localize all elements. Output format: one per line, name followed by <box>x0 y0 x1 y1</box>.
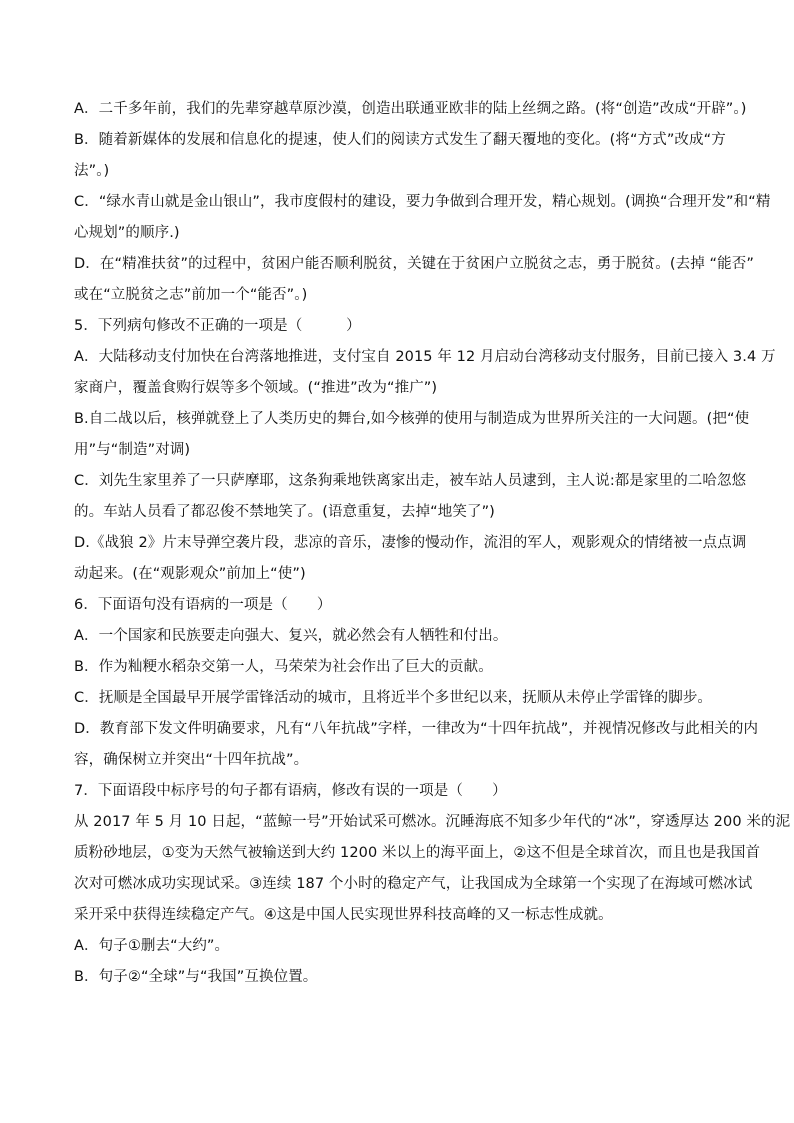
q5-option-c-line-1: C．刘先生家里养了一只萨摩耶，这条狗乘地铁离家出走，被车站人员逮到，主人说:都是家里的二哈忽悠 <box>74 473 747 489</box>
q7-option-a: A．句子①删去“大约”。 <box>74 938 230 954</box>
q6-option-d-line-2: 容，确保树立并突出“十四年抗战”。 <box>74 752 309 768</box>
q5-option-d-line-1: D.《战狼 2》片末导弹空袭片段，悲凉的音乐，凄惨的慢动作，流泪的军人，观影观众的情绪被一点点调 <box>74 535 747 551</box>
q6-option-a: A．一个国家和民族要走向强大、复兴，就必然会有人牺牲和付出。 <box>74 628 508 644</box>
document-page <box>74 97 791 996</box>
q6-option-c: C．抚顺是全国最早开展学雷锋活动的城市，且将近半个多世纪以来，抚顺从未停止学雷锋的脚步。 <box>74 690 713 706</box>
q7-option-b: B．句子②“全球”与“我国”互换位置。 <box>74 969 318 985</box>
q5-option-a-line-1: A．大陆移动支付加快在台湾落地推进，支付宝自 2015 年 12 月启动台湾移动支付服务，目前已接入 3.4 万 <box>74 349 776 365</box>
question-5-stem: 5．下列病句修改不正确的一项是（ ） <box>74 318 361 334</box>
option-c-line-1: C．“绿水青山就是金山银山”，我市度假村的建设，要力争做到合理开发，精心规划。(调换“合理开发”和“精 <box>74 194 771 210</box>
option-b-line-1: B．随着新媒体的发展和信息化的提速，使人们的阅读方式发生了翻天覆地的变化。(将“方式”改成“方 <box>74 132 726 148</box>
q5-option-b-line-1: B.自二战以后，核弹就登上了人类历史的舞台,如今核弹的使用与制造成为世界所关注的一大问题。(把“使 <box>74 411 750 427</box>
q7-passage-line-2: 质粉砂地层，①变为天然气被输送到大约 1200 米以上的海平面上，②这不但是全球首次，而且也是我国首 <box>74 845 761 861</box>
option-a-line-1: A．二千多年前，我们的先辈穿越草原沙漠，创造出联通亚欧非的陆上丝绸之路。(将“创造”改成“开辟”。) <box>74 101 747 117</box>
q7-passage-line-1: 从 2017 年 5 月 10 日起，“蓝鲸一号”开始试采可燃冰。沉睡海底不知多少年代的“冰”，穿透厚达 200 米的泥 <box>74 814 791 830</box>
q5-option-b-line-2: 用”与“制造”对调) <box>74 442 191 458</box>
option-c-line-2: 心规划”的顺序.) <box>74 225 180 241</box>
option-b-line-2: 法”。) <box>74 163 110 179</box>
q7-passage-line-4: 采开采中获得连续稳定产气。④这是中国人民实现世界科技高峰的又一标志性成就。 <box>74 907 613 923</box>
question-7-stem: 7．下面语段中标序号的句子都有语病，修改有误的一项是（ ） <box>74 783 507 799</box>
option-d-line-2: 或在“立脱贫之志”前加一个“能否”。) <box>74 287 308 303</box>
q5-option-c-line-2: 的。车站人员看了都忍俊不禁地笑了。(语意重复，去掉“地笑了”) <box>74 504 495 520</box>
option-d-line-1: D．在“精准扶贫”的过程中，贫困户能否顺利脱贫，关键在于贫困户立脱贫之志，勇于脱贫。(去掉 “能否” <box>74 256 754 272</box>
q6-option-b: B．作为籼粳水稻杂交第一人，马荣荣为社会作出了巨大的贡献。 <box>74 659 493 675</box>
q7-passage-line-3: 次对可燃冰成功实现试采。③连续 187 个小时的稳定产气，让我国成为全球第一个实现了在海域可燃冰试 <box>74 876 753 892</box>
q5-option-a-line-2: 家商户，覆盖食购行娱等多个领域。(“推进”改为“推广”) <box>74 380 438 396</box>
question-6-stem: 6．下面语句没有语病的一项是（ ） <box>74 597 332 613</box>
q6-option-d-line-1: D．教育部下发文件明确要求，凡有“八年抗战”字样，一律改为“十四年抗战”，并视情况修改与此相关的内 <box>74 721 759 737</box>
q5-option-d-line-2: 动起来。(在“观影观众”前加上“使”) <box>74 566 306 582</box>
